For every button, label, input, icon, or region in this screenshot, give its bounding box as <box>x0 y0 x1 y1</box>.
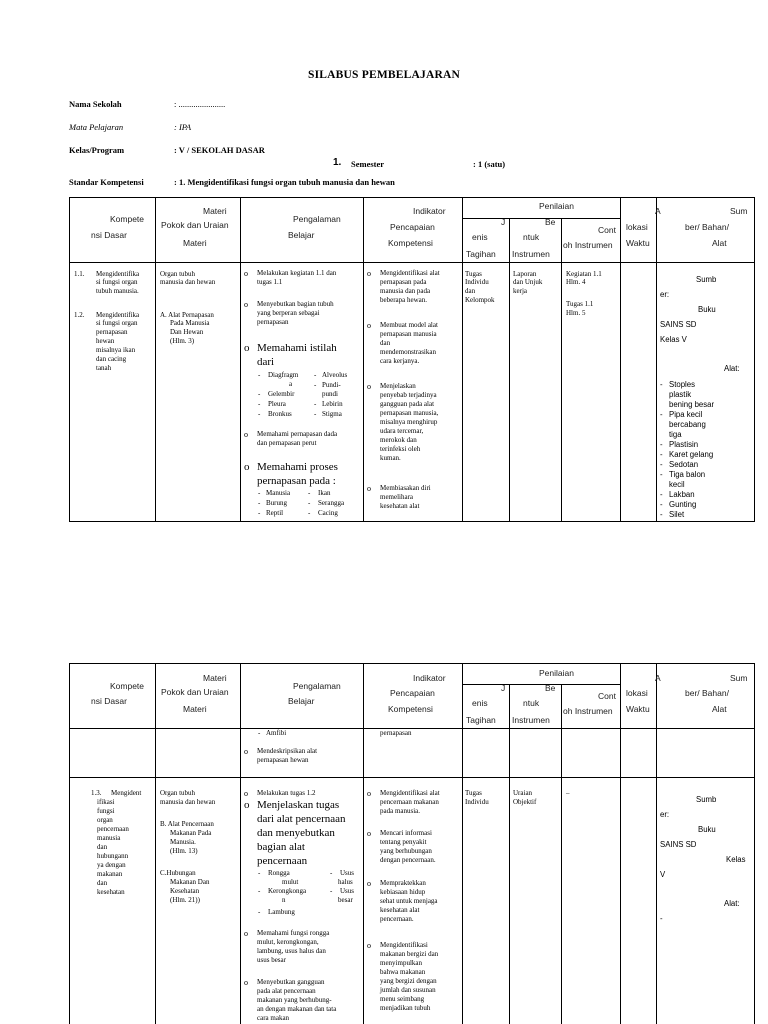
materi-line: Makanan Pada <box>170 829 212 837</box>
header-bentuk-1: Be <box>545 217 556 227</box>
kd-1-1-number: 1.1. <box>74 270 85 278</box>
alat-item: Plastisin <box>669 440 699 449</box>
hewan-item: Burung <box>266 499 287 507</box>
indikator-line: cara kerjanya. <box>380 357 420 365</box>
mata-pelajaran-label: Mata Pelajaran <box>69 122 124 132</box>
header-penilaian: Penilaian <box>539 201 574 211</box>
header-jenis-2: enis <box>472 698 488 708</box>
pengalaman-heading: dari <box>257 356 275 368</box>
indikator-line: manusia dan pada <box>380 287 431 295</box>
organ-item: halus <box>338 878 353 886</box>
sumber-line: er: <box>660 810 670 819</box>
kd-1-3-line: makanan <box>97 870 123 878</box>
sumber-line: er: <box>660 290 670 299</box>
header-contoh-1: Cont <box>598 691 616 701</box>
bullet-icon: o <box>367 321 371 330</box>
kd-1-2-line: hewan <box>96 337 115 345</box>
indikator-line: pernapasan pada <box>380 278 427 286</box>
header-materi-3: Materi <box>183 704 207 714</box>
pengalaman-line: Menyebutkan gangguan <box>257 978 325 986</box>
pengalaman-line: pernapasan <box>257 318 289 326</box>
header-sumber-1: Sum <box>730 206 748 216</box>
contoh-line: Hlm. 4 <box>566 278 586 286</box>
materi-line: Makanan Dan <box>170 878 210 886</box>
kd-1-2-line: tanah <box>96 364 112 372</box>
jenis-line: Individu <box>465 278 489 286</box>
indikator-line: menu seimbang <box>380 995 425 1003</box>
alat-item: kecil <box>669 480 685 489</box>
bentuk-line: kerja <box>513 287 527 295</box>
header-a-letter: A <box>655 206 661 216</box>
nama-sekolah-value: : ...................... <box>174 99 226 109</box>
bullet-icon: o <box>244 799 250 811</box>
semester-value: : 1 (satu) <box>473 159 506 169</box>
kd-1-1-line: si fungsi organ <box>96 278 138 286</box>
materi-line: (Hlm. 13) <box>170 847 198 855</box>
materi-line: Kesehatan <box>170 887 200 895</box>
alat-item: Gunting <box>669 500 697 509</box>
indikator-line: Membuat model alat <box>380 321 438 329</box>
materi-line: A. Alat Pernapasan <box>160 311 214 319</box>
header-jenis-1: J <box>501 217 506 227</box>
header-materi-2: Pokok dan Uraian <box>161 687 229 697</box>
pengalaman-heading: pernapasan pada : <box>257 475 336 487</box>
pengalaman-line: lambung, usus halus dan <box>257 947 326 955</box>
alat-item: plastik <box>669 390 692 399</box>
jenis-line: Tugas <box>465 270 482 278</box>
indikator-line: jumlah dan susunan <box>380 986 436 994</box>
header-sumber-3: Alat <box>712 704 727 714</box>
kd-1-3-line: dan <box>97 879 108 887</box>
materi-line: B. Alat Pencernaan <box>160 820 214 828</box>
alat-item: Silet <box>669 510 685 519</box>
header-pengalaman-2: Belajar <box>288 230 315 240</box>
kd-1-1-line: Mengidentifika <box>96 270 140 278</box>
sumber-line: Kelas <box>726 855 746 864</box>
header-sumber-2: ber/ Bahan/ <box>685 222 729 232</box>
organ-item: besar <box>338 896 353 904</box>
pengalaman-heading: dari alat pencernaan <box>257 813 346 825</box>
header-indikator-3: Kompetensi <box>388 704 433 714</box>
header-pengalaman-1: Pengalaman <box>293 681 341 691</box>
sumber-line: SAINS SD <box>660 320 697 329</box>
istilah-term: a <box>289 380 293 388</box>
kd-1-2-line: misalnya ikan <box>96 346 136 354</box>
indikator-line: kesehatan alat <box>380 502 420 510</box>
organ-item: Usus <box>340 887 355 895</box>
hewan-item: Cacing <box>318 509 338 517</box>
header-materi-1: Materi <box>203 206 227 216</box>
istilah-term: Bronkus <box>268 410 292 418</box>
indikator-line: Mengidentifikasi alat <box>380 789 440 797</box>
header-kompetensi-1: Kompete <box>110 681 145 691</box>
indikator-line: pencernaan. <box>380 915 414 923</box>
indikator-line: sehat untuk menjaga <box>380 897 438 905</box>
istilah-term: Alveolus <box>322 371 348 379</box>
pengalaman-line: an dengan makanan dan tata <box>257 1005 337 1013</box>
organ-item: Lambung <box>268 908 295 916</box>
pengalaman-heading: pencernaan <box>257 855 308 867</box>
bullet-icon: o <box>367 829 371 838</box>
indikator-line: yang berhubungan <box>380 847 432 855</box>
alat-item: Tiga balon <box>669 470 706 479</box>
pengalaman-line: usus besar <box>257 956 286 964</box>
header-bentuk-1: Be <box>545 683 556 693</box>
header-bentuk-3: Instrumen <box>512 715 550 725</box>
contoh-line: Tugas 1.1 <box>566 300 594 308</box>
pengalaman-line: tugas 1.1 <box>257 278 283 286</box>
mata-pelajaran-value: : IPA <box>174 122 192 132</box>
alat-item: bercabang <box>669 420 706 429</box>
indikator-line: tentang penyakit <box>380 838 427 846</box>
indikator-line: Mengidentifikasi alat <box>380 269 440 277</box>
pengalaman-heading: Menjelaskan tugas <box>257 799 340 811</box>
header-indikator-1: Indikator <box>413 673 446 683</box>
hewan-item: Serangga <box>318 499 345 507</box>
jenis-line: Individu <box>465 798 489 806</box>
bullet-icon: o <box>367 269 371 278</box>
indikator-line: udara tercemar, <box>380 427 424 435</box>
bullet-icon: o <box>367 941 371 950</box>
header-sumber-2: ber/ Bahan/ <box>685 688 729 698</box>
page-title: SILABUS PEMBELAJARAN <box>308 69 460 81</box>
bullet-icon: o <box>367 382 371 391</box>
pengalaman-heading: dan menyebutkan <box>257 827 335 839</box>
bullet-icon: o <box>367 879 371 888</box>
materi-line: manusia dan hewan <box>160 798 216 806</box>
header-indikator-1: Indikator <box>413 206 446 216</box>
header-alokasi-2: Waktu <box>626 704 650 714</box>
kd-1-3-line: ya dengan <box>97 861 126 869</box>
header-materi-3: Materi <box>183 238 207 248</box>
pengalaman-line: Menyebutkan bagian tubuh <box>257 300 334 308</box>
jenis-line: Tugas <box>465 789 482 797</box>
istilah-term: Lebirin <box>322 400 343 408</box>
alat-item: Stoples <box>669 380 696 389</box>
indikator-line: mendemonstrasikan <box>380 348 436 356</box>
standar-kompetensi-label: Standar Kompetensi <box>69 177 144 187</box>
indikator-line: kuman. <box>380 454 401 462</box>
header-a-letter: A <box>655 673 661 683</box>
pengalaman-line: dan pernapasan perut <box>257 439 317 447</box>
header-bentuk-2: ntuk <box>523 232 540 242</box>
header-materi-1: Materi <box>203 673 227 683</box>
header-indikator-2: Pencapaian <box>390 688 435 698</box>
bullet-icon: o <box>367 484 371 493</box>
pengalaman-line: cara makan <box>257 1014 290 1022</box>
indikator-line: kebiasaan hidup <box>380 888 426 896</box>
kd-1-3-number: 1.3. <box>91 789 102 797</box>
semester-label: Semester <box>351 159 385 169</box>
indikator-line: dengan pencernaan. <box>380 856 436 864</box>
hewan-item: Manusia <box>266 489 291 497</box>
indikator-line: makanan bergizi dan <box>380 950 439 958</box>
sumber-line: SAINS SD <box>660 840 697 849</box>
header-alokasi-1: lokasi <box>626 688 648 698</box>
header-sumber-3: Alat <box>712 238 727 248</box>
bentuk-line: dan Unjuk <box>513 278 543 286</box>
header-alokasi-2: Waktu <box>626 238 650 248</box>
kd-1-3-line: Mengident <box>111 789 142 797</box>
sumber-line: Buku <box>698 825 716 834</box>
materi-line: manusia dan hewan <box>160 278 216 286</box>
istilah-term: Gelembir <box>268 390 295 398</box>
header-contoh-2: oh Instrumen <box>563 706 613 716</box>
alat-item: tiga <box>669 430 682 439</box>
header-alokasi-1: lokasi <box>626 222 648 232</box>
organ-item: Kerongkonga <box>268 887 307 895</box>
pengalaman-heading: Memahami proses <box>257 461 338 473</box>
jenis-line: dan <box>465 287 476 295</box>
indikator-line: yang bergizi dengan <box>380 977 437 985</box>
istilah-term: Diagfragm <box>268 371 299 379</box>
pengalaman-line: mulut, kerongkongan, <box>257 938 319 946</box>
kd-1-3-line: organ <box>97 816 113 824</box>
bullet-icon: o <box>244 461 250 473</box>
pengalaman-heading: Memahami istilah <box>257 342 337 354</box>
organ-item: mulut <box>282 878 299 886</box>
materi-line: Dan Hewan <box>170 328 204 336</box>
pengalaman-line: Melakukan tugas 1.2 <box>257 789 316 797</box>
indikator-line: gangguan pada alat <box>380 400 435 408</box>
hewan-item: Reptil <box>266 509 284 517</box>
indikator-line: terinfeksi oleh <box>380 445 421 453</box>
kd-1-3-line: fungsi <box>97 807 115 815</box>
pengalaman-line: Memahami fungsi rongga <box>257 929 330 937</box>
header-penilaian: Penilaian <box>539 668 574 678</box>
header-jenis-2: enis <box>472 232 488 242</box>
header-jenis-1: J <box>501 683 506 693</box>
hewan-item: Amfibi <box>266 729 287 737</box>
indikator-line: Mengidentifikasi <box>380 941 428 949</box>
standar-kompetensi-value: : 1. Mengidentifikasi fungsi organ tubuh manusia dan hewan <box>174 177 395 187</box>
istilah-term: Pundi- <box>322 381 341 389</box>
sumber-line: Kelas V <box>660 335 687 344</box>
materi-line: Organ tubuh <box>160 789 196 797</box>
indikator-line: penyebab terjadinya <box>380 391 437 399</box>
kd-1-3-line: manusia <box>97 834 121 842</box>
pengalaman-line: pada alat pencernaan <box>257 987 316 995</box>
indikator-line: beberapa hewan. <box>380 296 428 304</box>
bullet-icon: o <box>244 929 248 938</box>
jenis-line: Kelompok <box>465 296 495 304</box>
bullet-icon: o <box>244 978 248 987</box>
materi-line: Organ tubuh <box>160 270 196 278</box>
alat-item: bening besar <box>669 400 715 409</box>
bullet-icon: o <box>244 430 248 439</box>
indikator-line: Mencari informasi <box>380 829 432 837</box>
indikator-line: Menjelaskan <box>380 382 416 390</box>
kd-1-2-line: pernapasan <box>96 328 128 336</box>
header-kompetensi-1: Kompete <box>110 214 145 224</box>
contoh-dash: – <box>566 789 570 797</box>
indikator-line: bahwa makanan <box>380 968 426 976</box>
sumber-line: V <box>660 870 666 879</box>
alat-item: Lakban <box>669 490 695 499</box>
alat-item: Pipa kecil <box>669 410 703 419</box>
indikator-line: pernapasan manusia <box>380 330 437 338</box>
indikator-line: pada manusia. <box>380 807 421 815</box>
organ-item: Rongga <box>268 869 290 877</box>
istilah-term: Stigma <box>322 410 342 418</box>
materi-line: Manusia. <box>170 838 196 846</box>
indikator-line: dan <box>380 339 391 347</box>
alat-label: Alat: <box>724 899 740 908</box>
istilah-term: Pleura <box>268 400 286 408</box>
indikator-line: Mempraktekkan <box>380 879 426 887</box>
header-kompetensi-2: nsi Dasar <box>91 696 127 706</box>
sumber-line: Sumb <box>696 795 717 804</box>
organ-item: Usus <box>340 869 355 877</box>
header-jenis-3: Tagihan <box>466 715 496 725</box>
bentuk-line: Uraian <box>513 789 533 797</box>
sumber-line: Sumb <box>696 275 717 284</box>
nama-sekolah-label: Nama Sekolah <box>69 99 122 109</box>
kd-1-2-line: si fungsi organ <box>96 319 138 327</box>
istilah-term: pundi <box>322 390 338 398</box>
kelas-value: : V / SEKOLAH DASAR <box>174 145 265 155</box>
kd-1-3-line: pencernaan <box>97 825 129 833</box>
contoh-line: Kegiatan 1.1 <box>566 270 602 278</box>
pengalaman-line: makanan yang berhubung- <box>257 996 332 1004</box>
kd-1-3-line: hubungann <box>97 852 129 860</box>
organ-item: n <box>282 896 286 904</box>
materi-line: (Hlm. 3) <box>170 337 195 345</box>
bentuk-line: Objektif <box>513 798 537 806</box>
header-materi-2: Pokok dan Uraian <box>161 220 229 230</box>
header-kompetensi-2: nsi Dasar <box>91 230 127 240</box>
materi-line: C.Hubungan <box>160 869 196 877</box>
alat-item: Karet gelang <box>669 450 714 459</box>
contoh-line: Hlm. 5 <box>566 309 586 317</box>
kd-1-1-line: tubuh manusia. <box>96 287 139 295</box>
indikator-line: kesehatan alat <box>380 906 420 914</box>
kd-1-3-line: ifikasi <box>97 798 115 806</box>
header-pengalaman-2: Belajar <box>288 696 315 706</box>
pengalaman-line: Memahami pernapasan dada <box>257 430 338 438</box>
indikator-line: memelihara <box>380 493 414 501</box>
header-sumber-1: Sum <box>730 673 748 683</box>
kd-1-2-number: 1.2. <box>74 311 85 319</box>
pengalaman-line: yang berperan sebagai <box>257 309 320 317</box>
bullet-icon: o <box>244 789 248 798</box>
indikator-line: menjadikan tubuh <box>380 1004 431 1012</box>
indikator-line: pernapasan <box>380 729 412 737</box>
bullet-icon: o <box>244 747 248 756</box>
alat-item: Sedotan <box>669 460 699 469</box>
bentuk-line: Laporan <box>513 270 537 278</box>
indikator-line: menyimpulkan <box>380 959 422 967</box>
header-bentuk-3: Instrumen <box>512 249 550 259</box>
indikator-line: pencernaan makanan <box>380 798 439 806</box>
pengalaman-line: pernapasan hewan <box>257 756 309 764</box>
kd-1-2-line: Mengidentifika <box>96 311 140 319</box>
materi-line: Pada Manusia <box>170 319 210 327</box>
sumber-line: Buku <box>698 305 716 314</box>
materi-line: (Hlm. 21)) <box>170 896 200 904</box>
bullet-icon: o <box>244 300 248 309</box>
kd-1-3-line: dan <box>97 843 108 851</box>
indikator-line: misalnya menghirup <box>380 418 438 426</box>
pengalaman-line: Mendeskripsikan alat <box>257 747 318 755</box>
bullet-icon: o <box>244 342 250 354</box>
header-bentuk-2: ntuk <box>523 698 540 708</box>
bullet-icon: o <box>367 789 371 798</box>
indikator-line: Membiasakan diri <box>380 484 431 492</box>
header-indikator-3: Kompetensi <box>388 238 433 248</box>
pengalaman-line: Melakukan kegiatan 1.1 dan <box>257 269 337 277</box>
hewan-item: Ikan <box>318 489 331 497</box>
header-indikator-2: Pencapaian <box>390 222 435 232</box>
alat-dash: - <box>660 914 663 923</box>
semester-number: 1. <box>333 157 342 168</box>
pengalaman-heading: bagian alat <box>257 841 305 853</box>
alat-label: Alat: <box>724 364 740 373</box>
kd-1-2-line: dan cacing <box>96 355 127 363</box>
header-contoh-2: oh Instrumen <box>563 240 613 250</box>
indikator-line: merokok dan <box>380 436 417 444</box>
kelas-label: Kelas/Program <box>69 145 125 155</box>
kd-1-3-line: kesehatan <box>97 888 125 896</box>
bullet-icon: o <box>244 269 248 278</box>
indikator-line: pernapasan manusia, <box>380 409 439 417</box>
header-jenis-3: Tagihan <box>466 249 496 259</box>
header-contoh-1: Cont <box>598 225 616 235</box>
header-pengalaman-1: Pengalaman <box>293 214 341 224</box>
